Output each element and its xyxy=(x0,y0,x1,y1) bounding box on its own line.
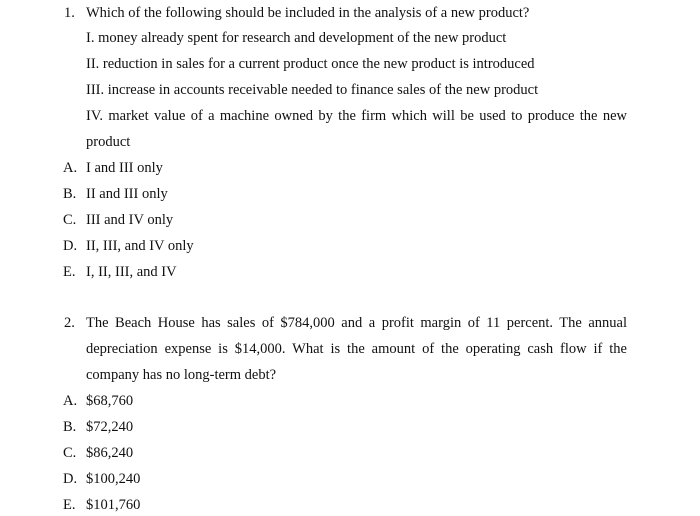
option-text: $86,240 xyxy=(86,445,134,461)
option-text: $101,760 xyxy=(86,497,141,513)
option-letter: C. xyxy=(63,212,77,228)
statement-item: III. increase in accounts receivable needed to finance sales of the new product xyxy=(86,82,539,98)
option-letter: A. xyxy=(63,160,78,176)
option-text: $72,240 xyxy=(86,419,134,435)
option-text: $68,760 xyxy=(86,393,134,409)
option-letter: E. xyxy=(63,497,76,513)
option-letter: D. xyxy=(63,238,78,254)
question-number: 1. xyxy=(64,5,75,21)
option-letter: A. xyxy=(63,393,78,409)
option-letter: D. xyxy=(63,471,78,487)
statement-item-continuation: product xyxy=(86,134,131,150)
option-text: II and III only xyxy=(86,186,168,202)
question-prompt-line: depreciation expense is $14,000. What is the amount of the operating cash flow if the xyxy=(86,341,627,357)
question-prompt-line: company has no long-term debt? xyxy=(86,367,277,383)
statement-item: IV. market value of a machine owned by the firm which will be used to produce the new xyxy=(86,108,627,124)
question-prompt: Which of the following should be included in the analysis of a new product? xyxy=(86,5,530,21)
statement-item: I. money already spent for research and development of the new product xyxy=(86,30,507,46)
question-prompt-line: The Beach House has sales of $784,000 and a profit margin of 11 percent. The annual xyxy=(86,315,627,331)
option-text: III and IV only xyxy=(86,212,174,228)
option-text: $100,240 xyxy=(86,471,141,487)
option-letter: B. xyxy=(63,186,77,202)
statement-item: II. reduction in sales for a current product once the new product is introduced xyxy=(86,56,535,72)
option-letter: E. xyxy=(63,264,76,280)
option-letter: B. xyxy=(63,419,77,435)
option-text: I, II, III, and IV xyxy=(86,264,177,280)
option-text: II, III, and IV only xyxy=(86,238,194,254)
option-text: I and III only xyxy=(86,160,163,176)
option-letter: C. xyxy=(63,445,77,461)
question-number: 2. xyxy=(64,315,75,331)
